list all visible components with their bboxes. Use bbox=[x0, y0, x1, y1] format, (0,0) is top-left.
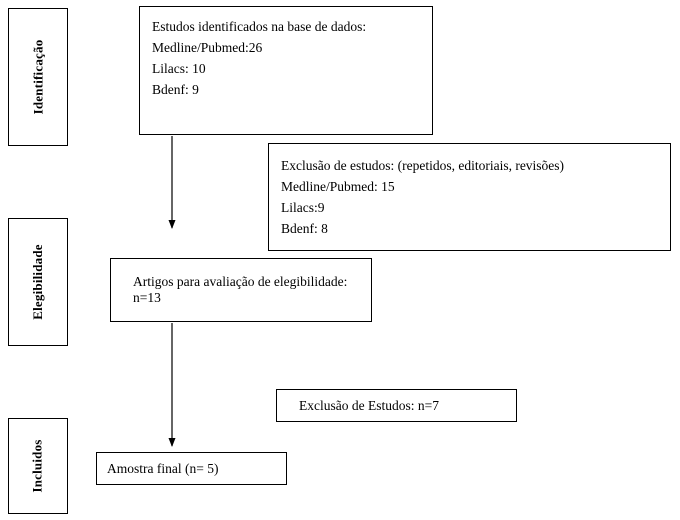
stage-box-elegibilidade bbox=[8, 218, 68, 346]
node-identified-line-3: Lilacs: 10 bbox=[152, 60, 206, 76]
node-identified-studies bbox=[139, 6, 433, 135]
stage-box-identificacao bbox=[8, 8, 68, 146]
stage-label-incluidos: Incluidos bbox=[29, 439, 45, 493]
node-eligibility-text: Artigos para avaliação de elegibilidade: n=13 bbox=[133, 274, 348, 305]
node-identified-line-1: Estudos identificados na base de dados: bbox=[152, 19, 367, 34]
node-excluded-first-line-4: Bdenf: 8 bbox=[281, 220, 328, 236]
node-excluded-first-line-3: Lilacs:9 bbox=[281, 199, 325, 215]
stage-label-identificacao: Identificação bbox=[30, 39, 45, 115]
node-excluded-second bbox=[276, 389, 517, 422]
stage-box-incluidos bbox=[8, 418, 68, 514]
node-identified-line-4: Bdenf: 9 bbox=[152, 81, 199, 97]
node-eligibility bbox=[110, 258, 372, 322]
node-excluded-first-line-1: Exclusão de estudos: (repetidos, editoriais, revisões) bbox=[281, 158, 565, 173]
node-final-sample-text: Amostra final (n= 5) bbox=[107, 460, 219, 476]
node-identified-line-2: Medline/Pubmed:26 bbox=[152, 39, 263, 55]
node-excluded-first bbox=[268, 143, 671, 251]
stage-label-elegibilidade: Elegibilidade bbox=[30, 244, 45, 320]
node-excluded-first-line-2: Medline/Pubmed: 15 bbox=[281, 178, 395, 194]
node-final-sample bbox=[96, 452, 287, 485]
node-excluded-second-text: Exclusão de Estudos: n=7 bbox=[299, 397, 439, 413]
